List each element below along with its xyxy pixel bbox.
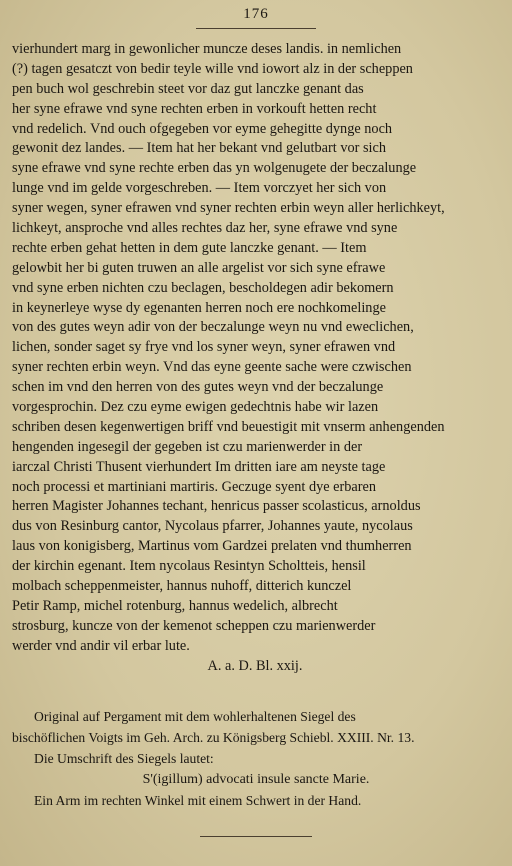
text-line: von des gutes weyn adir von der beczalunge weyn nu vnd eweclichen, bbox=[12, 319, 414, 336]
note-line: Die Umschrift des Siegels lautet: bbox=[34, 751, 214, 766]
text-line: syner rechten erbin weyn. Vnd das eyne geente sache were czwischen bbox=[12, 359, 412, 376]
text-line: laus von konigisberg, Martinus vom Gardzei prelaten vnd thumherren bbox=[12, 538, 412, 555]
document-body bbox=[12, 40, 498, 677]
text-line: vorgesprochin. Dez czu eyme ewigen gedechtnis habe wir lazen bbox=[12, 399, 379, 416]
text-line: lichkeyt, ansproche vnd alles rechtes daz her, syne efrawe vnd syne bbox=[12, 220, 398, 237]
text-line: (?) tagen gesatczt von bedir teyle wille vnd iowort alz in der scheppen bbox=[12, 60, 413, 77]
text-line: pen buch wol geschrebin steet vor daz gut lanczke genant das bbox=[12, 80, 364, 97]
text-line: lunge vnd im gelde vorgeschreben. — Item vorczyet her sich von bbox=[12, 180, 387, 197]
text-line: molbach scheppenmeister, hannus nuhoff, ditterich kunczel bbox=[12, 578, 352, 595]
text-line: Petir Ramp, michel rotenburg, hannus wedelich, albrecht bbox=[12, 597, 338, 614]
text-line: der kirchin egenant. Item nycolaus Resintyn Scholtteis, hensil bbox=[12, 558, 366, 575]
text-line: herren Magister Johannes techant, henricus passer scolasticus, arnoldus bbox=[12, 498, 421, 515]
header-rule bbox=[196, 28, 316, 29]
text-line: schriben desen kegenwertigen briff vnd beuestigit mit vnserm anhengenden bbox=[12, 418, 445, 435]
text-line: vierhundert marg in gewonlicher muncze deses landis. in nemlichen bbox=[12, 41, 402, 57]
text-line: strosburg, kuncze von der kemenot scheppen czu marienwerder bbox=[12, 617, 376, 634]
text-line: in keynerleye wyse dy egenanten herren noch ere nochkomelinge bbox=[12, 299, 386, 316]
text-line: iarczal Christi Thusent vierhundert Im dritten iare am neyste tage bbox=[12, 458, 386, 475]
dateline: A. a. D. Bl. xxij. bbox=[207, 657, 303, 674]
text-line: dus von Resinburg cantor, Nycolaus pfarrer, Johannes yaute, nycolaus bbox=[12, 518, 413, 535]
text-line: schen im vnd den herren von des gutes weyn vnd der beczalunge bbox=[12, 379, 384, 396]
editorial-notes bbox=[12, 706, 500, 811]
text-line: gelowbit her bi guten truwen an alle argelist vor sich syne efrawe bbox=[12, 259, 386, 276]
seal-inscription: S'(igillum) advocati insule sancte Marie. bbox=[142, 772, 370, 787]
page-number: 176 bbox=[243, 6, 269, 22]
note-line: Ein Arm im rechten Winkel mit einem Schwert in der Hand. bbox=[34, 793, 362, 808]
text-line: gewonit dez landes. — Item hat her bekant vnd gelutbart vor sich bbox=[12, 140, 386, 157]
text-line: syne efrawe vnd syne rechte erben das yn wolgenugete der beczalunge bbox=[12, 160, 417, 177]
text-line: vnd redelich. Vnd ouch ofgegeben vor eyme gehegitte dynge noch bbox=[12, 120, 393, 137]
text-line: her syne efrawe vnd syne rechten erben in vorkouft hetten recht bbox=[12, 100, 377, 117]
text-line: hengenden ingesegil der gegeben ist czu marienwerder in der bbox=[12, 438, 363, 455]
note-line: bischöflichen Voigts im Geh. Arch. zu Königsberg Schiebl. XXIII. Nr. 13. bbox=[12, 730, 415, 745]
note-line: Original auf Pergament mit dem wohlerhaltenen Siegel des bbox=[34, 709, 356, 724]
text-line: werder vnd andir vil erbar lute. bbox=[12, 637, 190, 654]
text-line: lichen, sonder saget sy frye vnd los syner weyn, syner efrawen vnd bbox=[12, 339, 396, 356]
text-line: noch processi et martiniani martiris. Geczuge syent dye erbaren bbox=[12, 478, 377, 495]
text-line: syner wegen, syner efrawen vnd syner rechten erbin weyn aller herlichkeyt, bbox=[12, 200, 445, 217]
text-line: rechte erben gehat hetten in dem gute lanczke genant. — Item bbox=[12, 239, 367, 256]
end-rule bbox=[200, 836, 312, 837]
text-line: vnd syne erben nichten czu beclagen, bescholdegen adir bekomern bbox=[12, 279, 394, 296]
